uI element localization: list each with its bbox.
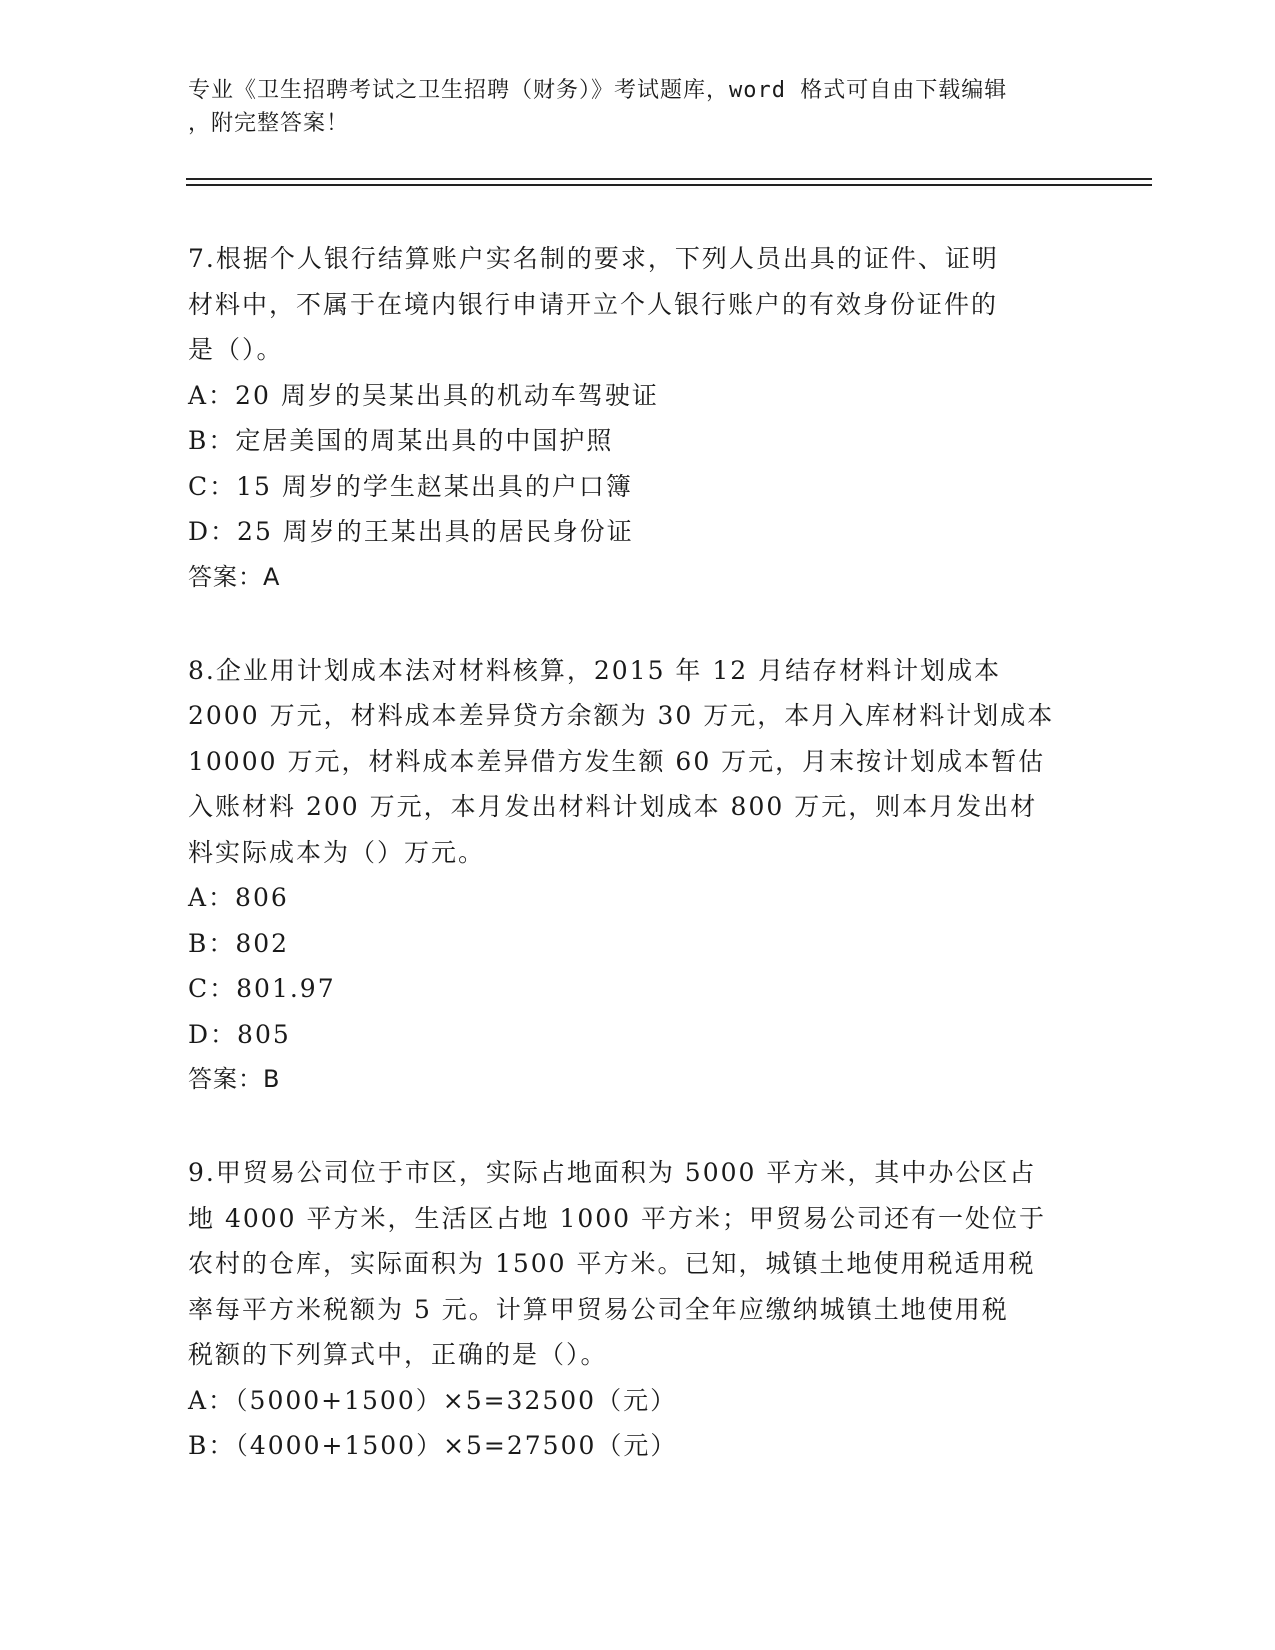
question-9 [188,1150,1088,1469]
option-a: A：20 周岁的吴某出具的机动车驾驶证 [188,380,659,410]
document-header [188,74,1088,140]
question-text-line: 2000 万元，材料成本差异贷方余额为 30 万元，本月入库材料计划成本 [188,701,1055,730]
option-a: A：806 [188,883,289,912]
option-b: B：定居美国的周某出具的中国护照 [188,426,614,455]
header-divider-bottom [186,184,1152,186]
option-b: B：802 [188,928,290,958]
option-b: B：（4000+1500）×5=27500（元） [188,1431,678,1460]
question-8 [188,648,1088,1103]
question-text-line: 地 4000 平方米，生活区占地 1000 平方米；甲贸易公司还有一处位于 [188,1203,1047,1233]
option-c: C：801.97 [188,974,336,1003]
question-text-line: 料实际成本为（）万元。 [188,837,486,867]
question-list [188,236,1088,1469]
answer-label: 答案：B [188,1065,281,1093]
header-line-2: ，附完整答案！ [188,111,350,136]
option-a: A：（5000+1500）×5=32500（元） [188,1385,678,1415]
option-c: C：15 周岁的学生赵某出具的户口簿 [188,471,633,501]
question-text-line: 9.甲贸易公司位于市区，实际占地面积为 5000 平方米，其中办公区占 [188,1158,1037,1187]
option-d: D：25 周岁的王某出具的居民身份证 [188,517,634,546]
question-text-line: 税额的下列算式中，正确的是（）。 [188,1340,608,1369]
question-text-line: 10000 万元，材料成本差异借方发生额 60 万元，月末按计划成本暂估 [188,746,1046,776]
question-text-line: 率每平方米税额为 5 元。计算甲贸易公司全年应缴纳城镇土地使用税 [188,1294,1009,1324]
question-text-line: 农村的仓库，实际面积为 1500 平方米。已知，城镇土地使用税适用税 [188,1249,1036,1278]
question-text-line: 入账材料 200 万元，本月发出材料计划成本 800 万元，则本月发出材 [188,792,1038,821]
question-7 [188,236,1088,600]
header-divider-top [186,178,1152,180]
question-text-line: 材料中，不属于在境内银行申请开立个人银行账户的有效身份证件的 [188,289,999,319]
answer-label: 答案：A [188,562,281,591]
question-text-line: 是（）。 [188,335,284,364]
question-text-line: 7.根据个人银行结算账户实名制的要求，下列人员出具的证件、证明 [188,244,999,273]
option-d: D：805 [188,1019,291,1049]
header-line-1: 专业《卫生招聘考试之卫生招聘（财务）》考试题库，word 格式可自由下载编辑 [188,78,1008,103]
question-text-line: 8.企业用计划成本法对材料核算，2015 年 12 月结存材料计划成本 [188,655,1002,685]
